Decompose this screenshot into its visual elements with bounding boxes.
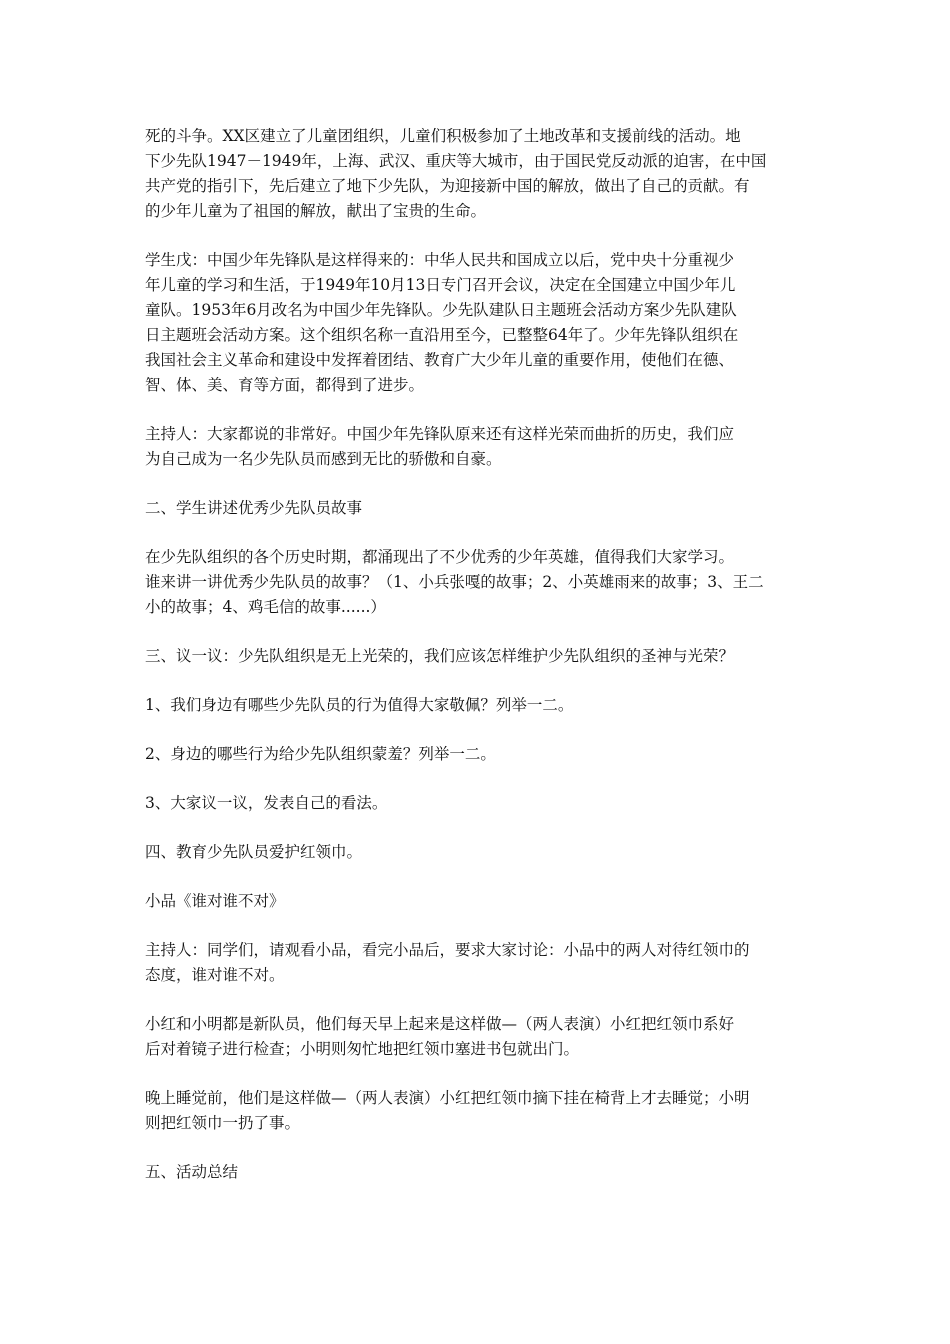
text-line: 的少年儿童为了祖国的解放，献出了宝贵的生命。 [145,202,487,220]
text-line: 后对着镜子进行检查；小明则匆忙地把红领巾塞进书包就出门。 [145,1040,580,1058]
heading-text: 二、学生讲述优秀少先队员故事 [145,499,363,517]
heading-text: 五、活动总结 [145,1163,239,1181]
section-heading-4 [145,840,810,865]
text-line: 小的故事；4、鸡毛信的故事......） [145,598,386,616]
text-line: 智、体、美、育等方面，都得到了进步。 [145,376,425,394]
text-line: 小品《谁对谁不对》 [145,892,285,910]
text-line: 主持人：大家都说的非常好。中国少年先锋队原来还有这样光荣而曲折的历史，我们应 [145,425,735,443]
skit-title [145,889,810,914]
paragraph-hero-stories [145,545,810,620]
text-line: 3、大家议一议，发表自己的看法。 [145,794,388,812]
discussion-item-1 [145,693,810,718]
text-line: 态度，谁对谁不对。 [145,966,285,984]
text-line: 则把红领巾一扔了事。 [145,1114,301,1132]
text-line: 死的斗争。XX区建立了儿童团组织，儿童们积极参加了土地改革和支援前线的活动。地 [145,127,741,145]
paragraph-host-remark [145,422,810,472]
document-body [145,124,810,1209]
discussion-item-3 [145,791,810,816]
text-line: 谁来讲一讲优秀少先队员的故事？（1、小兵张嘎的故事；2、小英雄雨来的故事；3、王二 [145,573,764,591]
heading-text: 三、议一议：少先队组织是无上光荣的，我们应该怎样维护少先队组织的圣神与光荣？ [145,647,735,665]
discussion-item-2 [145,742,810,767]
section-heading-5 [145,1160,810,1185]
paragraph-skit-evening [145,1086,810,1136]
paragraph-student-wu [145,248,810,398]
text-line: 1、我们身边有哪些少先队员的行为值得大家敬佩？列举一二。 [145,696,574,714]
text-line: 共产党的指引下，先后建立了地下少先队，为迎接新中国的解放，做出了自己的贡献。有 [145,177,750,195]
text-line: 童队。1953年6月改名为中国少年先锋队。少先队建队日主题班会活动方案少先队建队 [145,301,737,319]
text-line: 年儿童的学习和生活，于1949年10月13日专门召开会议，决定在全国建立中国少年儿 [145,276,736,294]
text-line: 学生戊：中国少年先锋队是这样得来的：中华人民共和国成立以后，党中央十分重视少 [145,251,735,269]
text-line: 在少先队组织的各个历史时期，都涌现出了不少优秀的少年英雄，值得我们大家学习。 [145,548,735,566]
text-line: 主持人：同学们，请观看小品，看完小品后，要求大家讨论：小品中的两人对待红领巾的 [145,941,750,959]
text-line: 小红和小明都是新队员，他们每天早上起来是这样做—（两人表演）小红把红领巾系好 [145,1015,735,1033]
text-line: 2、身边的哪些行为给少先队组织蒙羞？列举一二。 [145,745,496,763]
text-line: 日主题班会活动方案。这个组织名称一直沿用至今，已整整64年了。少年先锋队组织在 [145,326,739,344]
heading-text: 四、教育少先队员爱护红领巾。 [145,843,363,861]
text-line: 下少先队1947－1949年，上海、武汉、重庆等大城市，由于国民党反动派的迫害，在中国 [145,152,767,170]
section-heading-3 [145,644,810,669]
text-line: 我国社会主义革命和建设中发挥着团结、教育广大少年儿童的重要作用，使他们在德、 [145,351,735,369]
paragraph-skit-morning [145,1012,810,1062]
paragraph-history-continued [145,124,810,224]
paragraph-host-skit-intro [145,938,810,988]
section-heading-2 [145,496,810,521]
text-line: 晚上睡觉前，他们是这样做—（两人表演）小红把红领巾摘下挂在椅背上才去睡觉；小明 [145,1089,750,1107]
text-line: 为自己成为一名少先队员而感到无比的骄傲和自豪。 [145,450,502,468]
